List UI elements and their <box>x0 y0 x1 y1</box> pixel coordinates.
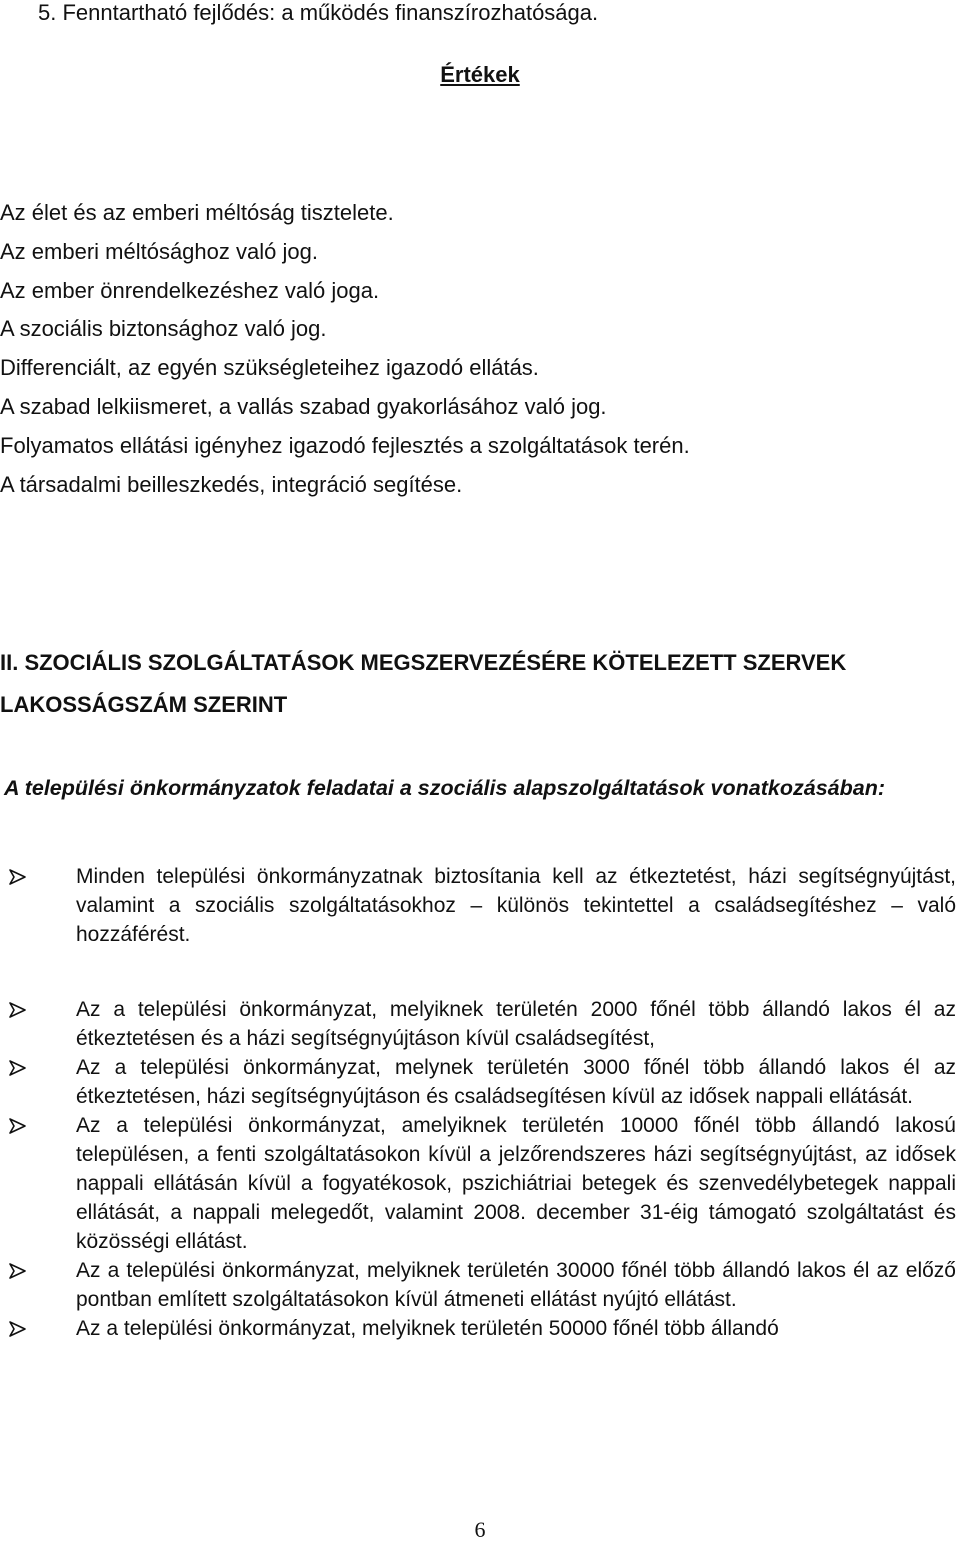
section-heading: II. SZOCIÁLIS SZOLGÁLTATÁSOK MEGSZERVEZÉSÉRE KÖTELEZETT SZERVEK LAKOSSÁGSZÁM SZERINT <box>0 650 847 717</box>
bullet-text: Minden települési önkormányzatnak biztosítania kell az étkeztetést, házi segítségnyújtást, valamint a szociális szolgáltatásokhoz – különös tekintettel a családsegítéshez – való hozzáférést. <box>76 865 956 946</box>
values-item: Differenciált, az egyén szükségleteihez igazodó ellátás. <box>0 355 539 381</box>
values-item: Az ember önrendelkezéshez való joga. <box>0 277 380 303</box>
page-number: 6 <box>474 1517 486 1542</box>
arrow-bullet-icon <box>8 1059 28 1077</box>
bullet-item <box>0 1053 960 1111</box>
values-item: Folyamatos ellátási igényhez igazodó fejlesztés a szolgáltatások terén. <box>0 432 690 458</box>
arrow-bullet-icon <box>8 1262 28 1280</box>
bullet-item <box>0 1111 960 1256</box>
bullet-list <box>0 862 960 1343</box>
values-item: Az emberi méltósághoz való jog. <box>0 238 318 264</box>
values-item: A szociális biztonsághoz való jog. <box>0 316 327 342</box>
values-item: A társadalmi beilleszkedés, integráció segítése. <box>0 471 463 497</box>
arrow-bullet-icon <box>8 1320 28 1338</box>
section-subheading: A települési önkormányzatok feladatai a szociális alapszolgáltatások vonatkozásában: <box>4 776 885 800</box>
arrow-bullet-icon <box>8 868 28 886</box>
values-title <box>0 62 960 88</box>
bullet-text: Az a települési önkormányzat, melyiknek területén 50000 főnél több állandó <box>76 1317 779 1340</box>
bullet-item <box>0 862 960 949</box>
arrow-bullet-icon <box>8 1001 28 1019</box>
numbered-heading: 5. Fenntartható fejlődés: a működés finanszírozhatósága. <box>38 0 599 25</box>
values-item: Az élet és az emberi méltóság tisztelete. <box>0 200 394 225</box>
values-item: A szabad lelkiismeret, a vallás szabad gyakorlásához való jog. <box>0 393 607 419</box>
bullet-text: Az a települési önkormányzat, melynek területén 3000 főnél több állandó lakos él az étkeztetésen, házi segítségnyújtáson és családsegítésen kívül az idősek nappali ellátását. <box>76 1056 956 1108</box>
bullet-text: Az a települési önkormányzat, melyiknek területén 30000 főnél több állandó lakos él az előző pontban említett szolgáltatásokon kívül átmeneti ellátást nyújtó ellátást. <box>76 1259 956 1311</box>
bullet-text: Az a települési önkormányzat, amelyiknek területén 10000 főnél több állandó lakosú településen, a fenti szolgáltatásokon kívül a jelzőrendszeres házi segítségnyújtást, az idősek nappali ellátásán kívül a fogyatékosok, pszichiátriai betegek és szenvedélybetegek nappali ellátását, a nappali melegedőt, valamint 2008. december 31-éig támogató szolgáltatást és közösségi ellátást. <box>76 1114 956 1253</box>
values-title-text: Értékek <box>440 62 520 87</box>
bullet-item <box>0 1256 960 1314</box>
bullet-item <box>0 1314 960 1343</box>
arrow-bullet-icon <box>8 1117 28 1135</box>
values-list <box>0 194 690 504</box>
bullet-item <box>0 995 960 1053</box>
bullet-text: Az a települési önkormányzat, melyiknek területén 2000 főnél több állandó lakos él az étkeztetésen és a házi segítségnyújtáson kívül családsegítést, <box>76 998 956 1050</box>
